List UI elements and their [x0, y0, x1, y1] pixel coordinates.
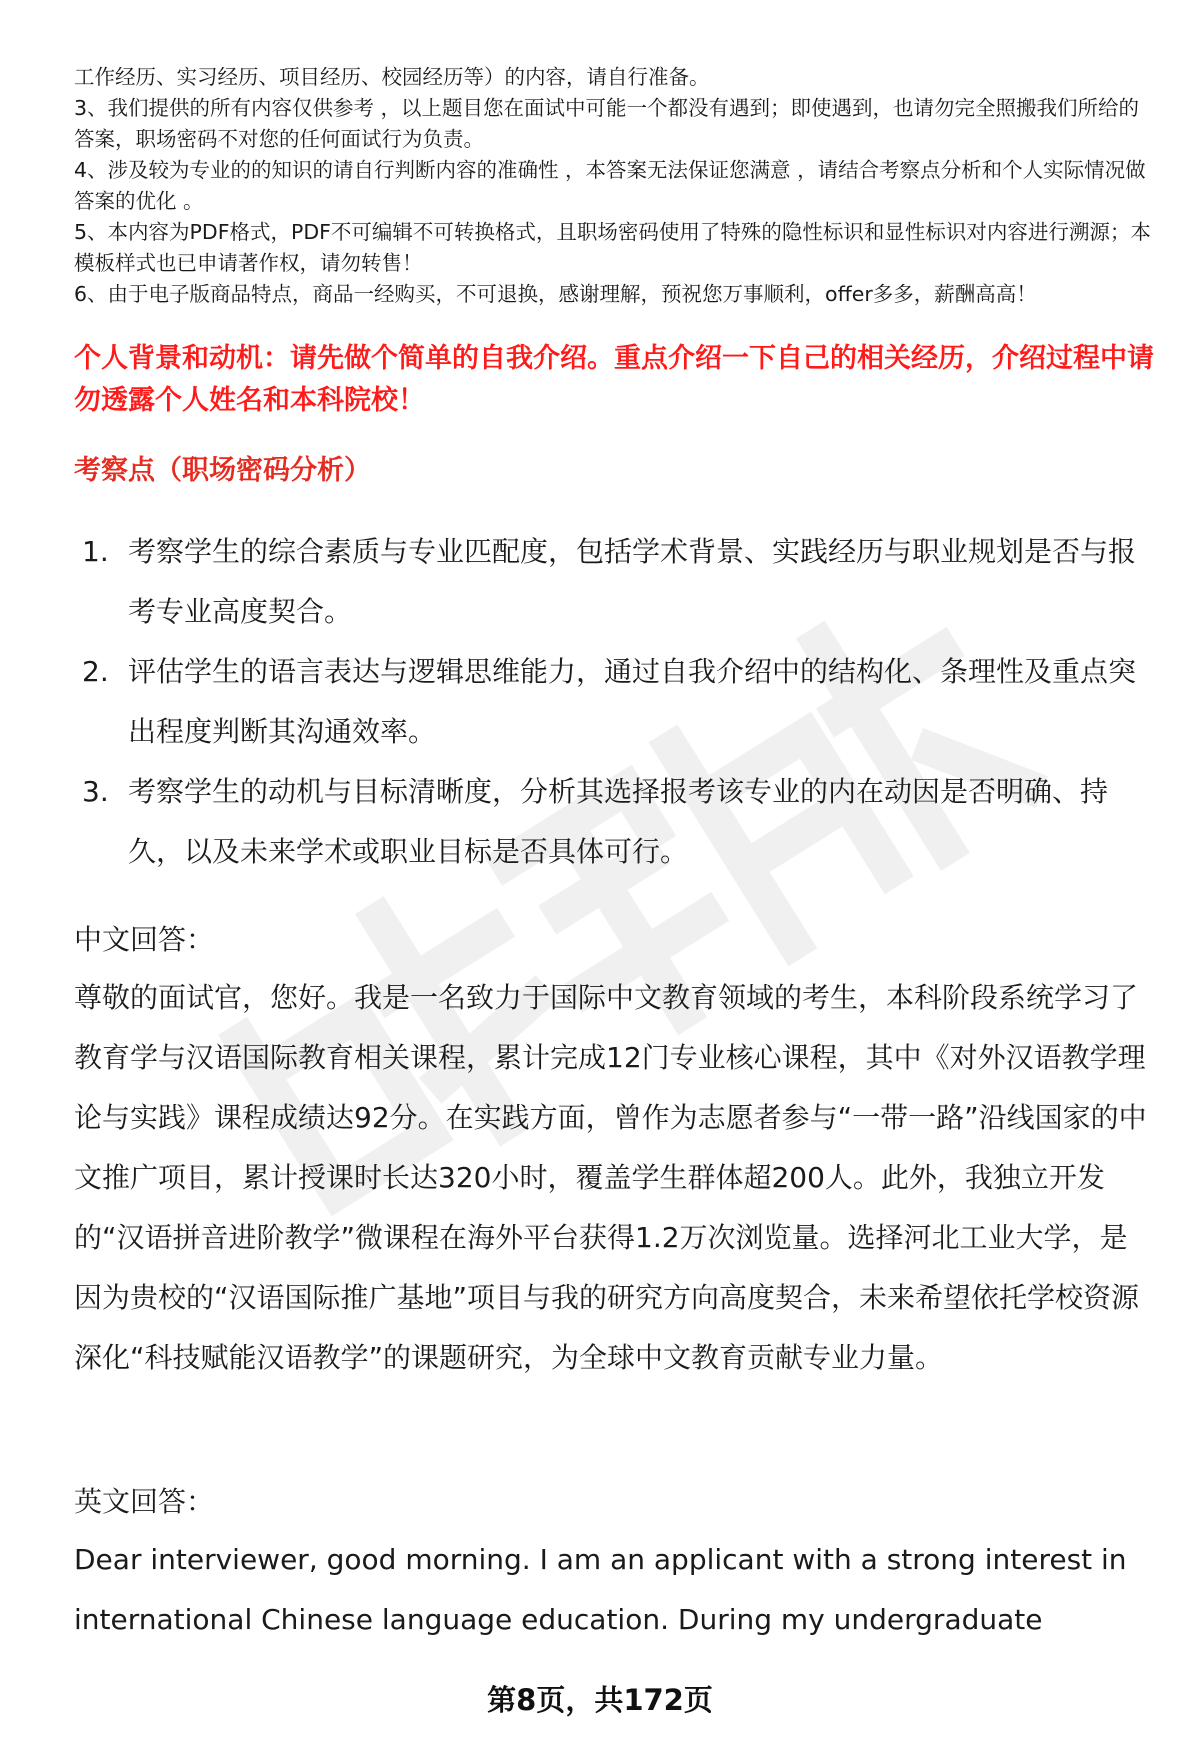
note-line: 6、由于电子版商品特点，商品一经购买，不可退换，感谢理解，预祝您万事顺利，offer多多，薪酬高高！ — [74, 282, 1037, 306]
note-line: 3、我们提供的所有内容仅供参考 ，以上题目您在面试中可能一个都没有遇到；即使遇到，也请勿完全照搬我们所给的答案，职场密码不对您的任何面试行为负责。 — [74, 96, 1140, 151]
page-number: 第8页，共172页 — [487, 1683, 713, 1717]
list-item — [82, 642, 1162, 762]
list-number: 3. — [82, 775, 109, 808]
english-answer: Dear interviewer, good morning. I am an applicant with a strong interest in international Chinese language education. During my undergraduate — [74, 1543, 1127, 1636]
list-text: 考察学生的综合素质与专业匹配度，包括学术背景、实践经历与职业规划是否与报考专业高度契合。 — [128, 535, 1137, 628]
assessment-points — [82, 522, 1162, 882]
list-number: 1. — [82, 535, 109, 568]
section-title: 考察点（职场密码分析） — [74, 455, 371, 486]
note-line: 5、本内容为PDF格式，PDF不可编辑不可转换格式，且职场密码使用了特殊的隐性标识和显性标识对内容进行溯源；本模板样式也已申请著作权，请勿转售！ — [74, 220, 1151, 275]
note-line: 工作经历、实习经历、项目经历、校园经历等）的内容，请自行准备。 — [74, 65, 710, 89]
list-item — [82, 762, 1162, 882]
chinese-answer-label: 中文回答： — [74, 923, 215, 956]
list-item — [82, 522, 1162, 642]
chinese-answer: 尊敬的面试官，您好。我是一名致力于国际中文教育领域的考生，本科阶段系统学习了教育学与汉语国际教育相关课程，累计完成12门专业核心课程，其中《对外汉语教学理论与实践》课程成绩达92分。在实践方面，曾作为志愿者参与“一带一路”沿线国家的中文推广项目，累计授课时长达320小时，覆盖学生群体超200人。此外，我独立开发的“汉语拼音进阶教学”微课程在海外平台获得1.2万次浏览量。选择河北工业大学，是因为贵校的“汉语国际推广基地”项目与我的研究方向高度契合，未来希望依托学校资源深化“科技赋能汉语教学”的课题研究，为全球中文教育贡献专业力量。 — [74, 981, 1147, 1374]
notes-block — [74, 62, 1154, 310]
english-answer-label: 英文回答： — [74, 1485, 215, 1518]
list-number: 2. — [82, 655, 109, 688]
list-text: 评估学生的语言表达与逻辑思维能力，通过自我介绍中的结构化、条理性及重点突出程度判断其沟通效率。 — [128, 655, 1137, 748]
note-line: 4、涉及较为专业的的知识的请自行判断内容的准确性 ，本答案无法保证您满意 ，请结合考察点分析和个人实际情况做答案的优化 。 — [74, 158, 1146, 213]
list-text: 考察学生的动机与目标清晰度，分析其选择报考该专业的内在动因是否明确、持久，以及未来学术或职业目标是否具体可行。 — [128, 775, 1109, 868]
interview-question: 个人背景和动机：请先做个简单的自我介绍。重点介绍一下自己的相关经历，介绍过程中请勿透露个人姓名和本科院校！ — [74, 343, 1154, 416]
